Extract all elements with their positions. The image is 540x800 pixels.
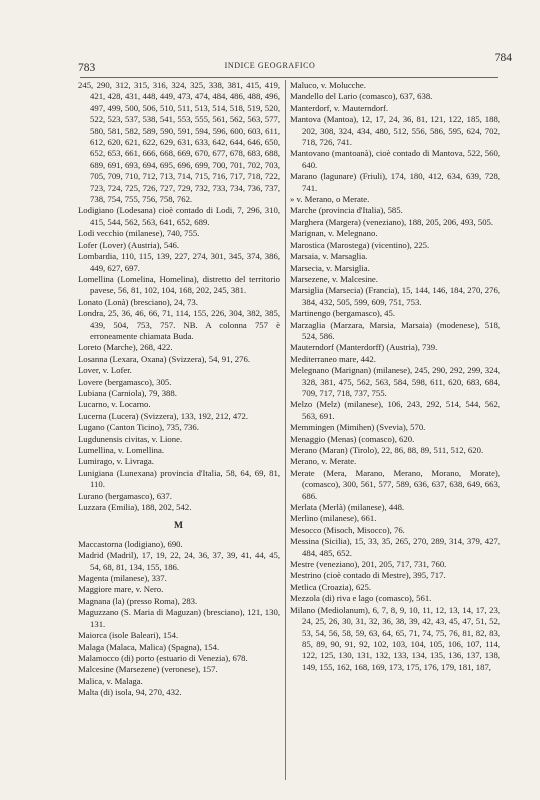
index-entry: Marsaia, v. Marsaglia.	[290, 251, 368, 262]
index-entry: Merlino (milanese), 661.	[290, 513, 377, 524]
index-entry: Lugano (Canton Ticino), 735, 736.	[78, 422, 199, 433]
column-divider	[285, 80, 286, 780]
index-entry: Maggiore mare, v. Nero.	[78, 584, 164, 595]
index-entry: Lumirago, v. Livraga.	[78, 456, 154, 467]
index-entry: Marzaglia (Marzara, Marsia, Marsaia) (modenese), 518, 524, 586.	[290, 319, 500, 341]
index-entry: Merate (Mera, Marano, Merano, Morano, Morate), (comasco), 300, 561, 577, 589, 636, 637, 638, 649, 663, 686.	[290, 467, 500, 501]
index-entry: Menaggio (Menas) (comasco), 620.	[290, 433, 415, 444]
index-entry: Melegnano (Marignan) (milanese), 245, 290, 292, 299, 324, 328, 381, 475, 562, 563, 584, 598, 611, 620, 683, 684, 709, 717, 718, 737, 755.	[290, 365, 500, 398]
index-entry: 245, 290, 312, 315, 316, 324, 325, 338, 381, 415, 419, 421, 428, 431, 448, 449, 473, 474, 484, 486, 488, 496, 497, 499, 500, 506, 510, 511, 513, 514, 518, 519, 520, 522, 523, 537, 538, 541, 553, 555, 561, 562, 563, 577, 580, 581, 582, 589, 590, 591, 594, 596, 600, 603, 611, 612, 620, 621, 622, 629, 631, 633, 642, 644, 646, 650, 652, 653, 661, 666, 668, 669, 670, 677, 678, 683, 688, 689, 691, 693, 694, 695, 696, 699, 700, 701, 702, 703, 705, 709, 710, 712, 713, 714, 715, 716, 717, 718, 722, 723, 724, 725, 726, 727, 729, 732, 733, 734, 736, 737, 738, 754, 755, 756, 758, 762.	[78, 80, 280, 205]
index-entry: Marostica (Marostega) (vicentino), 225.	[290, 239, 430, 250]
index-entry: Lucarno, v. Locarno.	[78, 399, 151, 410]
index-entry: Lugdunensis civitas, v. Lione.	[78, 433, 183, 444]
right-page-number: 784	[494, 52, 512, 64]
index-entry: Maccastorna (lodigiano), 690.	[78, 538, 183, 549]
index-entry: Melzo (Melz) (milanese), 106, 243, 292, 514, 544, 562, 563, 691.	[290, 399, 500, 421]
index-entry: Lovere (bergamasco), 305.	[78, 376, 172, 387]
index-entry: Lumellina, v. Lomellina.	[78, 445, 165, 455]
index-entry: Londra, 25, 36, 46, 66, 71, 114, 155, 226, 304, 382, 385, 439, 504, 753, 757. NB. A colonna 757 è erroneamente chiamata Buda.	[78, 308, 280, 341]
index-entry: Merano (Maran) (Tirolo), 22, 86, 88, 89, 511, 512, 620.	[290, 445, 484, 455]
index-entry: Magenta (milanese), 337.	[78, 573, 167, 584]
index-entry: Mediterraneo mare, 442.	[290, 353, 376, 364]
index-entry: Lucerna (Lucera) (Svizzera), 133, 192, 212, 472.	[78, 410, 249, 421]
index-entry: Martinengo (bergamasco), 45.	[290, 308, 396, 319]
index-entry: Marghera (Margera) (veneziano), 188, 205, 206, 493, 505.	[290, 216, 494, 227]
index-entry: Magnana (la) (presso Roma), 283.	[78, 595, 198, 606]
index-entry: Lomellina (Lomelina, Homelina), distretto del territorio pavese, 56, 81, 102, 104, 168, 202, 245, 381.	[78, 273, 280, 296]
index-entry: Marche (provincia d'Italia), 585.	[290, 205, 403, 216]
index-entry: Manterdorf, v. Mauterndorf.	[290, 102, 389, 113]
index-entry: Maguzzano (S. Maria di Maguzan) (bresciano), 121, 130, 131.	[78, 607, 280, 629]
index-entry: Marano (lagunare) (Friuli), 174, 180, 412, 634, 639, 728, 741.	[290, 171, 500, 193]
index-entry: Lover, v. Lofer.	[78, 365, 132, 376]
index-entry: Malaga (Malaca, Malica) (Spagna), 154.	[78, 641, 220, 652]
index-entry: Mestrino (cioè contado di Mestre), 395, 717.	[290, 570, 446, 581]
index-entry: Lombardia, 110, 115, 139, 227, 274, 301, 345, 374, 386, 449, 627, 697.	[78, 251, 280, 273]
index-entry: Memmingen (Mimihen) (Svevia), 570.	[290, 422, 426, 433]
running-title: INDICE GEOGRAFICO	[224, 61, 316, 70]
index-entry: Marsiglia (Marsecia) (Francia), 15, 144, 146, 184, 270, 276, 384, 432, 505, 599, 609, 751, 753.	[290, 285, 500, 307]
index-entry: Marsezene, v. Malcesine.	[290, 273, 378, 284]
index-entry: Madrid (Madril), 17, 19, 22, 24, 36, 37, 39, 41, 44, 45, 54, 68, 81, 134, 155, 186.	[78, 550, 280, 572]
index-entry: Lurano (bergamasco), 637.	[78, 490, 172, 501]
index-entry: » v. Merano, o Merate.	[290, 194, 370, 205]
index-entry: Malamocco (di) porto (estuario di Venezia), 678.	[78, 652, 248, 663]
right-column	[290, 80, 500, 673]
header-rule	[80, 77, 498, 78]
index-entry: Losanna (Lexara, Oxana) (Svizzera), 54, 91, 276.	[78, 353, 250, 364]
index-entry: Lubiana (Carniola), 79, 388.	[78, 387, 177, 398]
index-entry: Malcesine (Marsezene) (veronese), 157.	[78, 664, 218, 675]
index-entry: Maiorca (isole Baleari), 154.	[78, 630, 179, 641]
index-entry: Mauterndorf (Manterdorff) (Austria), 739.	[290, 342, 438, 353]
index-entry: Mestre (veneziano), 201, 205, 717, 731, 760.	[290, 559, 447, 570]
index-entry: Mesocco (Misoch, Misocco), 76.	[290, 524, 405, 535]
index-entry: Marignan, v. Melegnano.	[290, 228, 378, 239]
index-entry: Marsecia, v. Marsiglia.	[290, 262, 370, 273]
index-entry: Mandello del Lario (comasco), 637, 638.	[290, 91, 433, 102]
index-entry: Mezzola (di) riva e lago (comasco), 561.	[290, 593, 432, 604]
index-entry: Mantovano (mantoanà), cioè contado di Mantova, 522, 560, 640.	[290, 148, 500, 170]
section-letter: M	[174, 521, 184, 532]
index-entry: Messina (Sicilia), 15, 33, 35, 265, 270, 289, 314, 379, 427, 484, 485, 652.	[290, 536, 500, 558]
index-entry: Loreto (Marche), 268, 422.	[78, 342, 173, 353]
index-entry: Luzzara (Emilia), 188, 202, 542.	[78, 502, 192, 513]
index-entry: Metlica (Croazia), 625.	[290, 581, 372, 592]
index-entry: Lodigiano (Lodesana) cioè contado di Lodi, 7, 296, 310, 415, 544, 562, 563, 641, 652, 689.	[78, 205, 280, 227]
left-column	[78, 80, 280, 699]
index-entry: Merano, v. Merate.	[290, 456, 357, 467]
page-header	[0, 52, 540, 74]
index-entry: Lofer (Lover) (Austria), 546.	[78, 239, 180, 250]
index-entry: Malica, v. Malaga.	[78, 675, 143, 686]
index-entry: Lunigiana (Lunexana) provincia d'Italia, 58, 64, 69, 81, 110.	[78, 467, 280, 490]
index-entry: Milano (Mediolanum), 6, 7, 8, 9, 10, 11, 12, 13, 14, 17, 23, 24, 25, 26, 30, 31, 32, 36, 38, 39, 42, 43, 45, 47, 51, 52, 53, 54, 56, 58, 59, 63, 64, 65, 71, 74, 75, 76, 81, 82, 83, 85, 89, 90, 91, 92, 102, 103, 104, 105, 106, 107, 114, 122, 125, 130, 131, 132, 133, 134, 135, 136, 137, 138, 149, 155, 162, 168, 169, 173, 175, 176, 179, 181, 187,	[290, 604, 500, 672]
index-entry: Maluco, v. Molucche.	[290, 80, 366, 90]
index-entry: Malta (di) isola, 94, 270, 432.	[78, 687, 182, 698]
index-entry: Merlata (Merlà) (milanese), 448.	[290, 502, 405, 513]
index-entry: Mantova (Mantoa), 12, 17, 24, 36, 81, 121, 122, 185, 188, 202, 308, 324, 434, 480, 512, 556, 586, 595, 624, 702, 718, 726, 741.	[290, 114, 500, 148]
index-entry: Lodi vecchio (milanese), 740, 755.	[78, 228, 200, 239]
left-page-number: 783	[78, 62, 96, 74]
index-entry: Lonato (Lonà) (bresciano), 24, 73.	[78, 296, 198, 307]
